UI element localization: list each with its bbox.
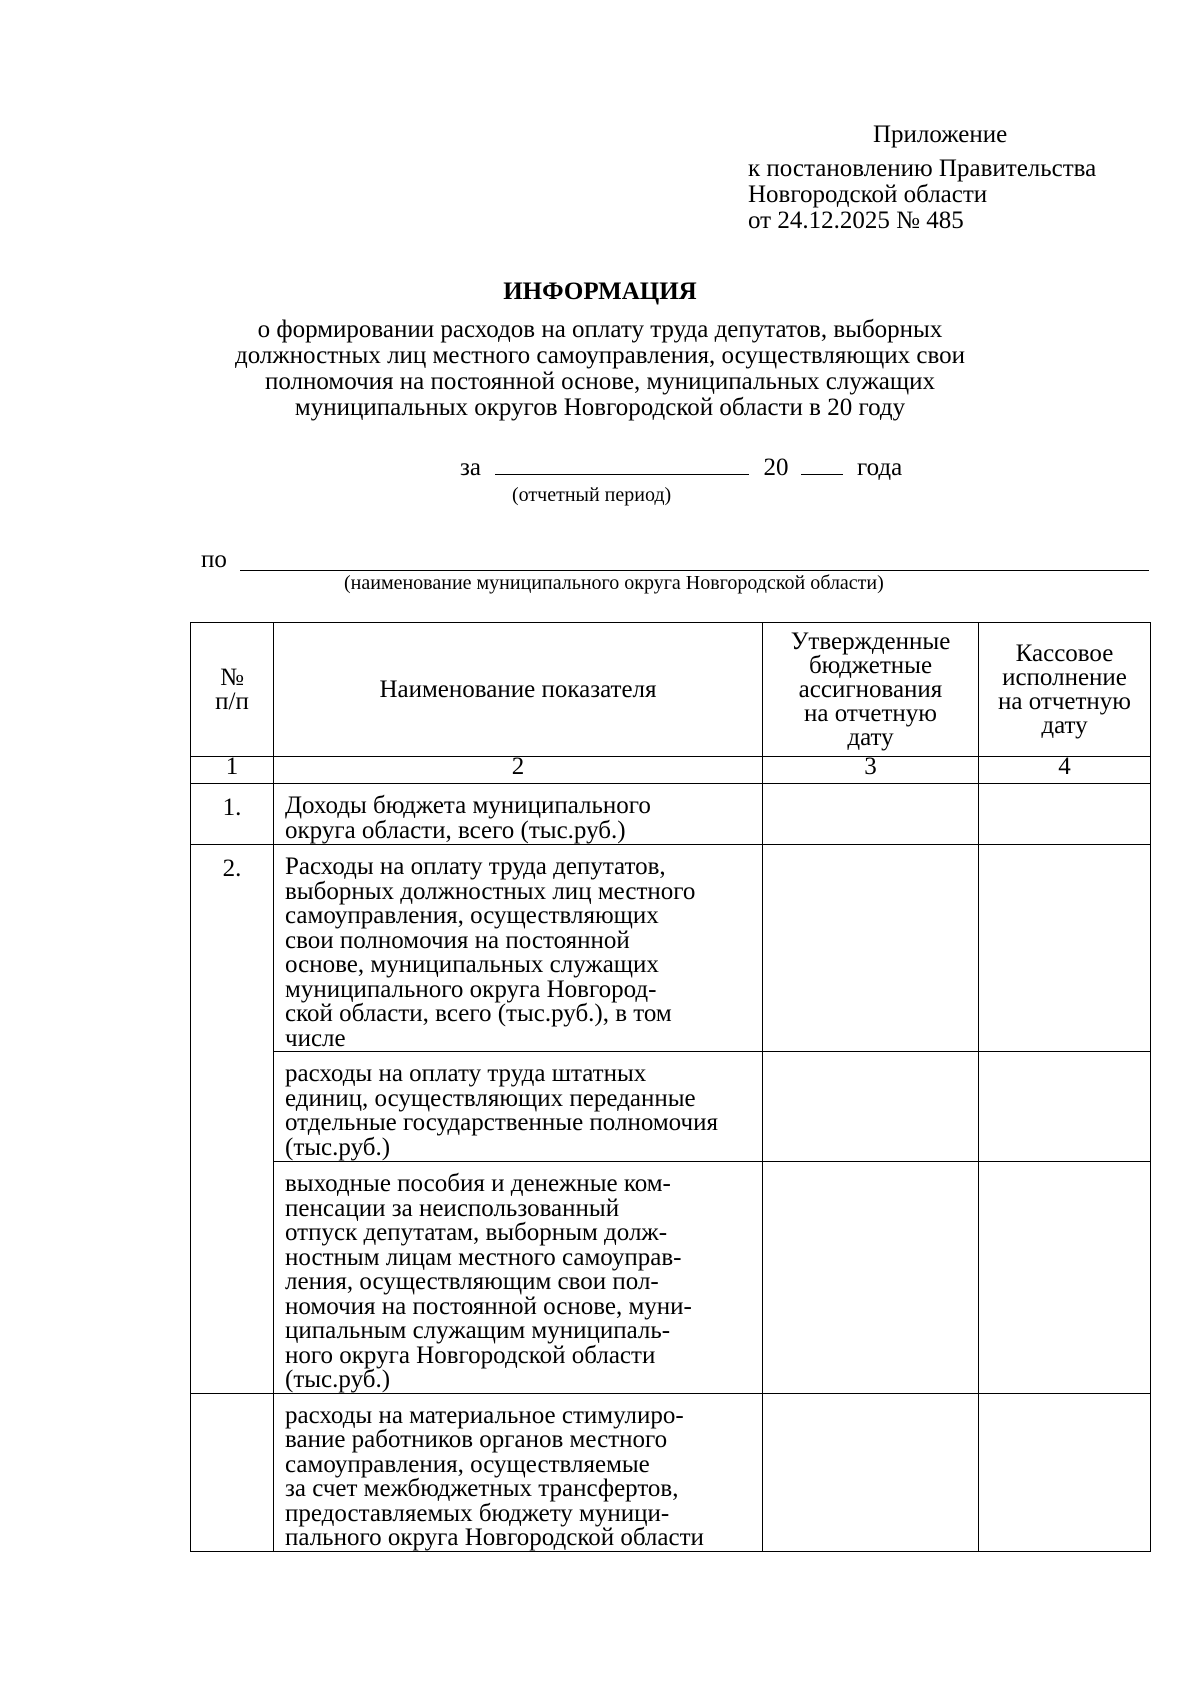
header-approved: Утвержденные бюджетные ассигнования на отчетную дату — [763, 623, 979, 757]
row-approved-value[interactable] — [763, 1052, 979, 1162]
row-number: 2. — [191, 845, 274, 1394]
header-num: № п/п — [191, 623, 274, 757]
table-row — [191, 784, 1151, 845]
column-number-1: 1 — [191, 757, 274, 784]
row-number — [191, 1393, 274, 1551]
row-approved-value[interactable] — [763, 784, 979, 845]
period-year-prefix: 20 — [763, 454, 789, 481]
table-row — [191, 1393, 1151, 1551]
period-suffix: года — [856, 454, 903, 481]
row-approved-value[interactable] — [763, 1162, 979, 1394]
table-row — [191, 845, 1151, 1052]
document-subtitle: о формировании расходов на оплату труда депутатов, выборных должностных лиц местного самоуправления, осуществляющих свои полномочия на постоянной основе, муниципальных служащих муниципальных округов Новгородской области в 20 году — [234, 316, 966, 421]
header-cash: Кассовое исполнение на отчетную дату — [979, 623, 1151, 757]
appendix-title: Приложение — [873, 121, 1008, 148]
municipality-caption: (наименование муниципального округа Новгородской области) — [344, 572, 884, 594]
row-number: 1. — [191, 784, 274, 845]
document-heading: ИНФОРМАЦИЯ — [503, 278, 697, 305]
appendix-line-2: Новгородской области — [748, 181, 988, 208]
year-blank-field[interactable] — [801, 452, 843, 475]
appendix-line-1: к постановлению Правительства — [748, 155, 1097, 182]
row-cash-value[interactable] — [979, 845, 1151, 1052]
row-cash-value[interactable] — [979, 1393, 1151, 1551]
municipality-blank-field[interactable] — [240, 570, 1149, 571]
reporting-period-row — [460, 452, 902, 482]
appendix-line-3: от 24.12.2025 № 485 — [748, 207, 964, 234]
row-indicator-name: Доходы бюджета муниципального округа области, всего (тыс.руб.) — [274, 784, 763, 845]
period-prefix: за — [460, 454, 481, 481]
column-number-4: 4 — [979, 757, 1151, 784]
column-number-2: 2 — [274, 757, 763, 784]
row-cash-value[interactable] — [979, 1052, 1151, 1162]
column-number-3: 3 — [763, 757, 979, 784]
column-numbers-row — [191, 757, 1151, 784]
table-header-row — [191, 623, 1151, 757]
table-row — [191, 1162, 1151, 1394]
municipality-prefix: по — [201, 546, 227, 573]
row-approved-value[interactable] — [763, 1393, 979, 1551]
row-indicator-name: расходы на оплату труда штатных единиц, осуществляющих переданные отдельные государственные полномочия (тыс.руб.) — [274, 1052, 763, 1162]
report-table — [190, 622, 1151, 1552]
row-cash-value[interactable] — [979, 1162, 1151, 1394]
period-blank-field[interactable] — [495, 452, 749, 475]
row-cash-value[interactable] — [979, 784, 1151, 845]
appendix-block — [748, 122, 1096, 234]
row-indicator-name: Расходы на оплату труда депутатов, выборных должностных лиц местного самоуправления, осуществляющих свои полномочия на постоянной основе, муниципальных служащих муниципального округа Новгород- ской области, всего (тыс.руб.), в том числе — [274, 845, 763, 1052]
period-caption: (отчетный период) — [512, 484, 672, 506]
table-row — [191, 1052, 1151, 1162]
row-indicator-name: расходы на материальное стимулиро- вание работников органов местного самоуправления, осуществляемые за счет межбюджетных трансфертов, предоставляемых бюджету муници- пального округа Новгородской области — [274, 1393, 763, 1551]
row-indicator-name: выходные пособия и денежные ком- пенсации за неиспользованный отпуск депутатам, выборным долж- ностным лицам местного самоуправ- ления, осуществляющим свои пол- номочия на постоянной основе, муни- ципальным служащим муниципаль- ного округа Новгородской области (тыс.руб.) — [274, 1162, 763, 1394]
header-name: Наименование показателя — [274, 623, 763, 757]
row-approved-value[interactable] — [763, 845, 979, 1052]
